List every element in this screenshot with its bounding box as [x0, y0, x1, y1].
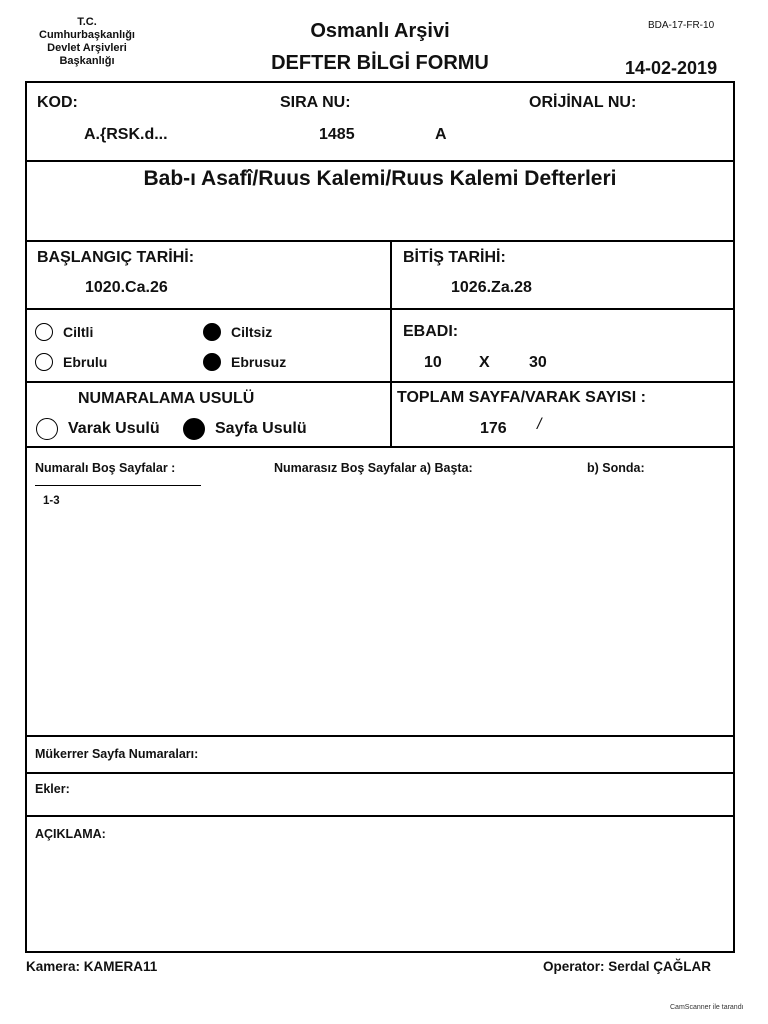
underline: [35, 485, 201, 486]
divider: [27, 446, 733, 448]
divider: [27, 735, 733, 737]
institution-line: Cumhurbaşkanlığı: [39, 29, 135, 41]
sayfa-radio[interactable]: [183, 418, 205, 440]
ebrusuz-radio[interactable]: [203, 353, 221, 371]
start-date-value: 1020.Ca.26: [85, 279, 168, 296]
unnumbered-blank-label: Numarasız Boş Sayfalar a) Başta:: [274, 461, 473, 475]
dimension-height: 30: [529, 354, 547, 371]
dimensions-label: EBADI:: [403, 323, 459, 340]
divider: [27, 815, 733, 817]
note-label: AÇIKLAMA:: [35, 827, 106, 841]
institution-name: [22, 16, 152, 68]
varak-label: Varak Usulü: [68, 420, 160, 437]
orijinal-value: A: [435, 126, 447, 143]
form-date: 14-02-2019: [625, 58, 718, 78]
divider: [27, 772, 733, 774]
camera-info: Kamera: KAMERA11: [26, 959, 158, 974]
numbered-blank-value: 1-3: [43, 495, 60, 507]
total-pages-value: 176: [480, 420, 507, 437]
end-date-value: 1026.Za.28: [451, 279, 532, 296]
divider: [27, 308, 733, 310]
institution-line: T.C.: [77, 16, 97, 28]
dimension-x: X: [479, 354, 490, 371]
appendix-label: Ekler:: [35, 782, 70, 796]
ciltli-radio[interactable]: [35, 323, 53, 341]
ebrulu-label: Ebrulu: [63, 354, 108, 370]
sayfa-label: Sayfa Usulü: [215, 420, 307, 437]
archive-title: Osmanlı Arşivi: [310, 20, 450, 42]
ciltsiz-label: Ciltsiz: [231, 324, 273, 340]
varak-radio[interactable]: [36, 418, 58, 440]
orijinal-label: ORİJİNAL NU:: [529, 94, 637, 111]
sira-label: SIRA NU:: [280, 94, 351, 111]
form-frame: [25, 81, 735, 953]
dimension-width: 10: [424, 354, 442, 371]
scanner-watermark: CamScanner ile tarandı: [670, 1004, 744, 1011]
duplicate-pages-label: Mükerrer Sayfa Numaraları:: [35, 747, 199, 761]
form-title: DEFTER BİLGİ FORMU: [271, 52, 489, 74]
ebrusuz-label: Ebrusuz: [231, 354, 287, 370]
divider: [27, 160, 733, 162]
divider: [27, 381, 733, 383]
numbered-blank-label: Numaralı Boş Sayfalar :: [35, 461, 176, 475]
divider: [27, 240, 733, 242]
sira-value: 1485: [319, 126, 355, 143]
form-code: BDA-17-FR-10: [648, 20, 715, 31]
institution-line: Devlet Arşivleri: [47, 42, 127, 54]
total-pages-label: TOPLAM SAYFA/VARAK SAYISI :: [397, 389, 646, 406]
institution-line: Başkanlığı: [59, 55, 115, 67]
ciltli-label: Ciltli: [63, 324, 94, 340]
column-divider: [390, 240, 392, 448]
end-date-label: BİTİŞ TARİHİ:: [403, 249, 506, 266]
ciltsiz-radio[interactable]: [203, 323, 221, 341]
collection-title: Bab-ı Asafî/Ruus Kalemi/Ruus Kalemi Defterleri: [143, 167, 617, 190]
numbering-label: NUMARALAMA USULÜ: [78, 390, 255, 407]
total-pages-mark: /: [537, 416, 542, 433]
operator-info: Operator: Serdal ÇAĞLAR: [543, 959, 712, 974]
kod-label: KOD:: [37, 94, 78, 111]
ebrulu-radio[interactable]: [35, 353, 53, 371]
kod-value: A.{RSK.d...: [84, 126, 168, 143]
start-date-label: BAŞLANGIÇ TARİHİ:: [37, 249, 195, 266]
end-blank-label: b) Sonda:: [587, 461, 645, 475]
